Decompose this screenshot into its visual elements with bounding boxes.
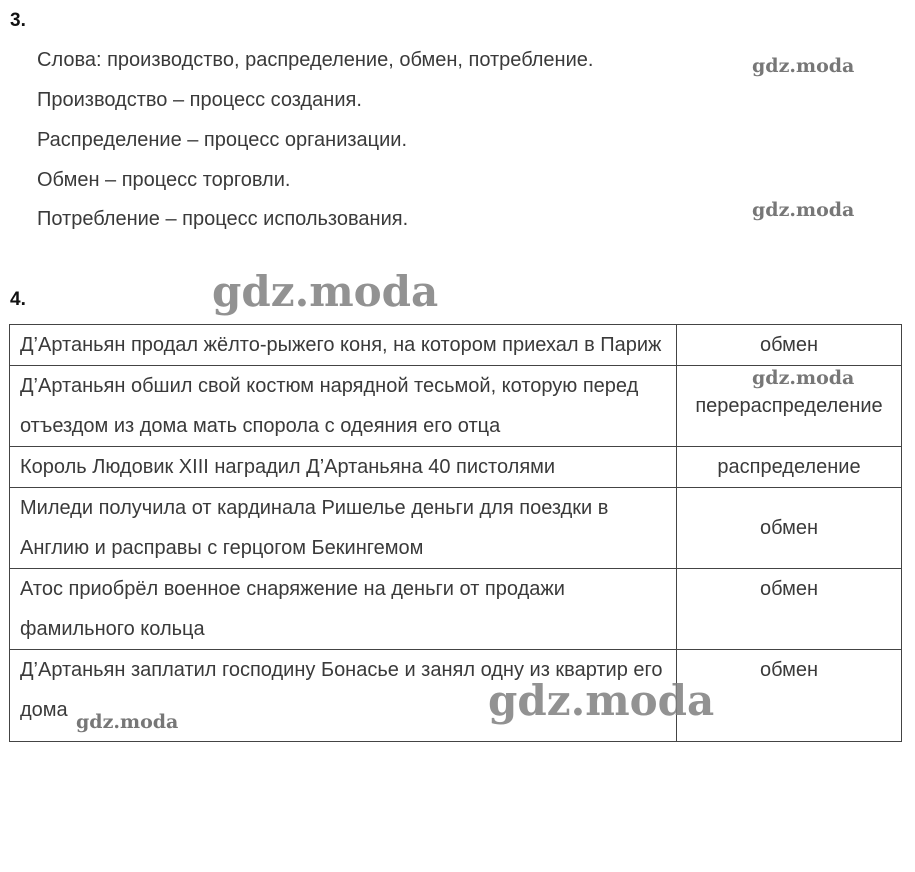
watermark-logo: gdz.moda <box>752 367 855 389</box>
category-cell: обмен <box>677 650 902 742</box>
task-4-number: 4. <box>10 289 26 310</box>
event-cell: Д’Артаньян заплатил господину Бонасье и занял одну из квартир его дома <box>10 650 677 742</box>
watermark-logo: gdz.moda <box>76 711 179 733</box>
event-cell: Атос приобрёл военное снаряжение на деньги от продажи фамильного кольца <box>10 569 677 650</box>
task-3-line-exchange: Обмен – процесс торговли. <box>37 169 291 191</box>
watermark-logo: gdz.moda <box>752 55 855 77</box>
event-cell: Д’Артаньян продал жёлто-рыжего коня, на котором приехал в Париж <box>10 325 677 366</box>
task-3-line-production: Производство – процесс создания. <box>37 89 362 111</box>
table-row <box>10 447 902 488</box>
watermark-logo: gdz.moda <box>212 267 439 316</box>
watermark-logo: gdz.moda <box>752 199 855 221</box>
event-cell: Король Людовик XIII наградил Д’Артаньяна 40 пистолями <box>10 447 677 488</box>
event-cell: Миледи получила от кардинала Ришелье деньги для поездки в Англию и расправы с герцогом Бекингемом <box>10 488 677 569</box>
table-row <box>10 488 902 569</box>
category-cell: распределение <box>677 447 902 488</box>
category-cell: обмен <box>677 569 902 650</box>
category-cell: обмен <box>677 488 902 569</box>
category-cell: обмен <box>677 325 902 366</box>
event-cell: Д’Артаньян обшил свой костюм нарядной тесьмой, которую перед отъездом из дома мать спорола с одеяния его отца <box>10 366 677 447</box>
table-row <box>10 569 902 650</box>
watermark-logo: gdz.moda <box>488 676 715 725</box>
task-3-number: 3. <box>10 10 26 31</box>
category-cell: перераспределение <box>677 366 902 447</box>
task-3-line-words: Слова: производство, распределение, обмен, потребление. <box>37 49 594 71</box>
table-row <box>10 325 902 366</box>
task-3-line-distribution: Распределение – процесс организации. <box>37 129 408 151</box>
task-3-line-consumption: Потребление – процесс использования. <box>37 208 409 230</box>
